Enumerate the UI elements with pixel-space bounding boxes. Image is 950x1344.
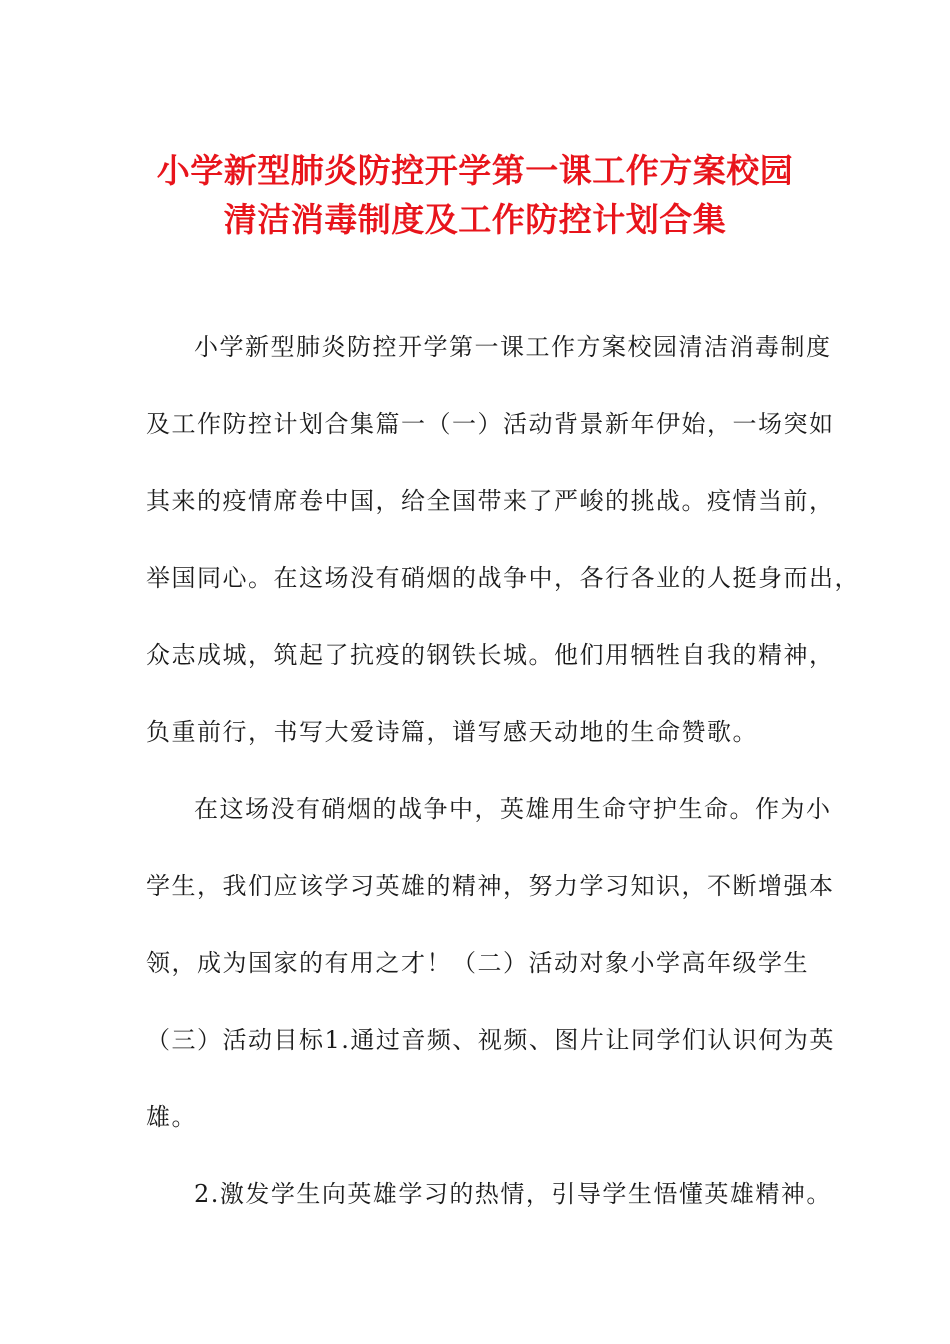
body-line-3: 其来的疫情席卷中国，给全国带来了严峻的挑战。疫情当前， bbox=[146, 487, 835, 515]
body-line-11: 雄。 bbox=[146, 1103, 197, 1131]
body-line-10: （三）活动目标1.通过音频、视频、图片让同学们认识何为英 bbox=[146, 1026, 835, 1054]
body-line-2: 及工作防控计划合集篇一（一）活动背景新年伊始，一场突如 bbox=[146, 410, 835, 438]
body-line-1: 小学新型肺炎防控开学第一课工作方案校园清洁消毒制度 bbox=[194, 333, 832, 361]
body-line-5: 众志成城，筑起了抗疫的钢铁长城。他们用牺牲自我的精神， bbox=[146, 641, 835, 669]
title-line-1: 小学新型肺炎防控开学第一课工作方案校园 bbox=[156, 151, 794, 190]
body-line-12: 2.激发学生向英雄学习的热情，引导学生悟懂英雄精神。 bbox=[194, 1180, 832, 1208]
document-title bbox=[100, 146, 850, 244]
body-line-8: 学生，我们应该学习英雄的精神，努力学习知识，不断增强本 bbox=[146, 872, 835, 900]
body-line-6: 负重前行，书写大爱诗篇，谱写感天动地的生命赞歌。 bbox=[146, 718, 758, 746]
body-line-7: 在这场没有硝烟的战争中，英雄用生命守护生命。作为小 bbox=[194, 795, 832, 823]
body-line-4: 举国同心。在这场没有硝烟的战争中，各行各业的人挺身而出， bbox=[146, 564, 860, 592]
title-line-2: 清洁消毒制度及工作防控计划合集 bbox=[223, 200, 727, 239]
body-line-9: 领，成为国家的有用之才！（二）活动对象小学高年级学生 bbox=[146, 949, 809, 977]
